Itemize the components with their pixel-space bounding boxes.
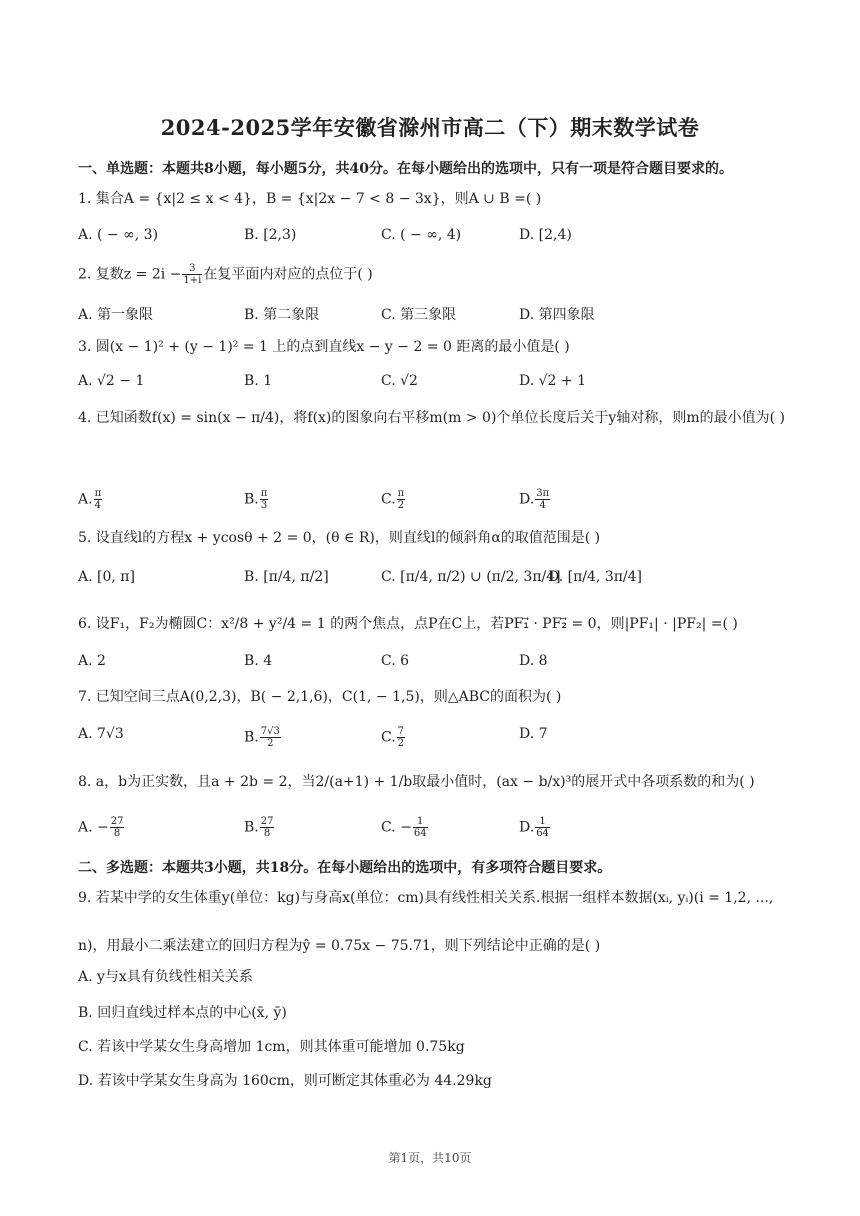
- question-2-stem: [78, 263, 798, 286]
- question-1-options: [78, 227, 798, 251]
- option-d: D. 第四象限: [519, 307, 595, 323]
- section-heading-multiple-choice: 二、多选题：本题共3小题，共18分。在每小题给出的选项中，有多项符合题目要求。: [78, 860, 612, 876]
- option-c: C. ( − ∞, 4): [381, 227, 462, 243]
- option-b: B. [π/4, π/2]: [244, 569, 329, 585]
- option-b: [244, 816, 275, 839]
- option-b-label: B.: [244, 819, 259, 836]
- question-9-stem: 9. 若某中学的女生体重y(单位：kg)与身高x(单位：cm)具有线性相关关系.根据一组样本数据(xᵢ, yᵢ)(i = 1,2, ..., n)，用最小二乘法建立的回归方程为ŷ = 0.75x − 75.71，则下列结论中正确的是( ): [78, 890, 774, 954]
- option-d-label: D.: [519, 819, 535, 836]
- option-b: [244, 488, 269, 511]
- fraction: [94, 488, 103, 511]
- option-d: D. 7: [519, 726, 548, 742]
- fraction-denominator: 4: [539, 500, 546, 511]
- option-b: B. 1: [244, 373, 273, 389]
- question-4-stem: 4. 已知函数f(x) = sin(x − π/4)，将f(x)的图象向右平移m(m > 0)个单位长度后关于y轴对称，则m的最小值为( ): [78, 410, 785, 426]
- fraction-numerator: 7√3: [260, 726, 280, 737]
- option-a: [78, 816, 125, 839]
- option-b: B. 4: [244, 653, 273, 669]
- question-1-stem: 1. 集合A = {x|2 ≤ x < 4}，B = {x|2x − 7 < 8 − 3x}，则A ∪ B =( ): [78, 191, 542, 207]
- fraction: [413, 816, 428, 839]
- fraction-numerator: 3: [182, 263, 202, 275]
- fraction-numerator: 7: [397, 726, 405, 737]
- question-9-option-a: A. y与x具有负线性相关关系: [78, 969, 253, 985]
- question-5-options: [78, 569, 798, 593]
- option-a: [78, 488, 103, 511]
- question-5-stem: 5. 设直线l的方程x + ycosθ + 2 = 0，(θ ∈ R)，则直线l的倾斜角α的取值范围是( ): [78, 530, 601, 546]
- option-a: A. 7√3: [78, 726, 124, 742]
- option-a-label: A. −: [78, 819, 109, 836]
- option-c: C. 6: [381, 653, 410, 669]
- fraction-denominator: 1+i: [183, 275, 202, 286]
- fraction-numerator: 27: [260, 816, 274, 827]
- fraction: [397, 726, 405, 749]
- fraction: [397, 488, 406, 511]
- question-2-text-post: 在复平面内对应的点位于( ): [203, 266, 373, 283]
- question-8-stem: 8. a，b为正实数，且a + 2b = 2，当2/(a+1) + 1/b取最小值时，(ax − b/x)³的展开式中各项系数的和为( ): [78, 774, 755, 790]
- option-c: C. 第三象限: [381, 307, 457, 323]
- fraction-denominator: 8: [113, 828, 121, 839]
- option-c-label: C.: [381, 491, 396, 508]
- fraction-denominator: 4: [94, 500, 102, 511]
- option-b: B. [2,3): [244, 227, 297, 243]
- page-title: 2024-2025学年安徽省滁州市高二（下）期末数学试卷: [160, 115, 700, 140]
- fraction-numerator: 1: [535, 816, 550, 828]
- fraction-denominator: 2: [267, 738, 274, 749]
- page-footer: 第1页，共10页: [388, 1151, 472, 1165]
- option-a-label: A.: [78, 491, 93, 508]
- option-a: A. √2 − 1: [78, 373, 145, 389]
- option-d-label: D.: [519, 491, 535, 508]
- option-d: D. 8: [519, 653, 548, 669]
- option-d: D. √2 + 1: [519, 373, 586, 389]
- section-heading-single-choice: 一、单选题：本题共8小题，每小题5分，共40分。在每小题给出的选项中，只有一项是符合题目要求的。: [78, 161, 733, 177]
- option-c: [381, 726, 406, 749]
- fraction-denominator: 2: [397, 738, 405, 749]
- question-2-options: [78, 304, 798, 328]
- option-d: D. [π/4, 3π/4]: [548, 569, 643, 585]
- fraction-numerator: π: [94, 488, 102, 499]
- fraction-numerator: π: [397, 488, 405, 499]
- fraction: [535, 816, 550, 839]
- fraction: [260, 816, 275, 839]
- option-c: C. √2: [381, 373, 418, 389]
- option-d: [519, 816, 551, 839]
- question-8-options: [78, 816, 798, 840]
- fraction-denominator: 64: [536, 828, 549, 839]
- question-7-stem: 7. 已知空间三点A(0,2,3)，B( − 2,1,6)，C(1, − 1,5)，则△ABC的面积为( ): [78, 689, 562, 705]
- fraction-denominator: 8: [263, 828, 271, 839]
- option-a: A. 第一象限: [78, 307, 154, 323]
- fraction: [260, 726, 281, 749]
- question-9-option-d: D. 若该中学某女生身高为 160cm，则可断定其体重必为 44.29kg: [78, 1073, 492, 1089]
- question-4-options: [78, 488, 798, 512]
- option-b-label: B.: [244, 729, 259, 746]
- option-d: D. [2,4): [519, 227, 572, 243]
- question-6-options: [78, 653, 798, 677]
- option-b: B. 第二象限: [244, 307, 320, 323]
- question-9-option-b: B. 回归直线过样本点的中心(x̄, ȳ): [78, 1005, 287, 1021]
- question-7-options: [78, 726, 798, 750]
- question-2-text-pre: 2. 复数z = 2i −: [78, 266, 182, 283]
- option-b-label: B.: [244, 491, 259, 508]
- fraction-numerator: π: [260, 488, 268, 499]
- option-a: A. [0, π]: [78, 569, 135, 585]
- question-9-option-c: C. 若该中学某女生身高增加 1cm，则其体重可能增加 0.75kg: [78, 1039, 465, 1055]
- fraction: [182, 263, 202, 286]
- fraction-denominator: 2: [397, 500, 405, 511]
- fraction-denominator: 64: [413, 828, 427, 839]
- option-b: [244, 726, 282, 749]
- fraction: [535, 488, 550, 511]
- option-c: [381, 816, 429, 839]
- fraction-denominator: 3: [260, 500, 268, 511]
- question-6-stem: 6. 设F₁，F₂为椭圆C：x²/8 + y²/4 = 1 的两个焦点，点P在C上，若PF₁⃗ · PF₂⃗ = 0，则|PF₁| · |PF₂| =( ): [78, 616, 738, 632]
- fraction-numerator: 27: [110, 816, 124, 827]
- fraction-numerator: 1: [413, 816, 428, 828]
- option-c: [381, 488, 406, 511]
- option-c-label: C. −: [381, 819, 412, 836]
- question-3-stem: 3. 圆(x − 1)² + (y − 1)² = 1 上的点到直线x − y − 2 = 0 距离的最小值是( ): [78, 339, 570, 355]
- option-d: [519, 488, 551, 511]
- option-a: A. 2: [78, 653, 106, 669]
- fraction: [110, 816, 125, 839]
- option-c: C. [π/4, π/2) ∪ (π/2, 3π/4]: [381, 569, 561, 585]
- fraction-numerator: 3π: [536, 488, 550, 499]
- fraction: [260, 488, 269, 511]
- option-a: A. ( − ∞, 3): [78, 227, 159, 243]
- option-c-label: C.: [381, 729, 396, 746]
